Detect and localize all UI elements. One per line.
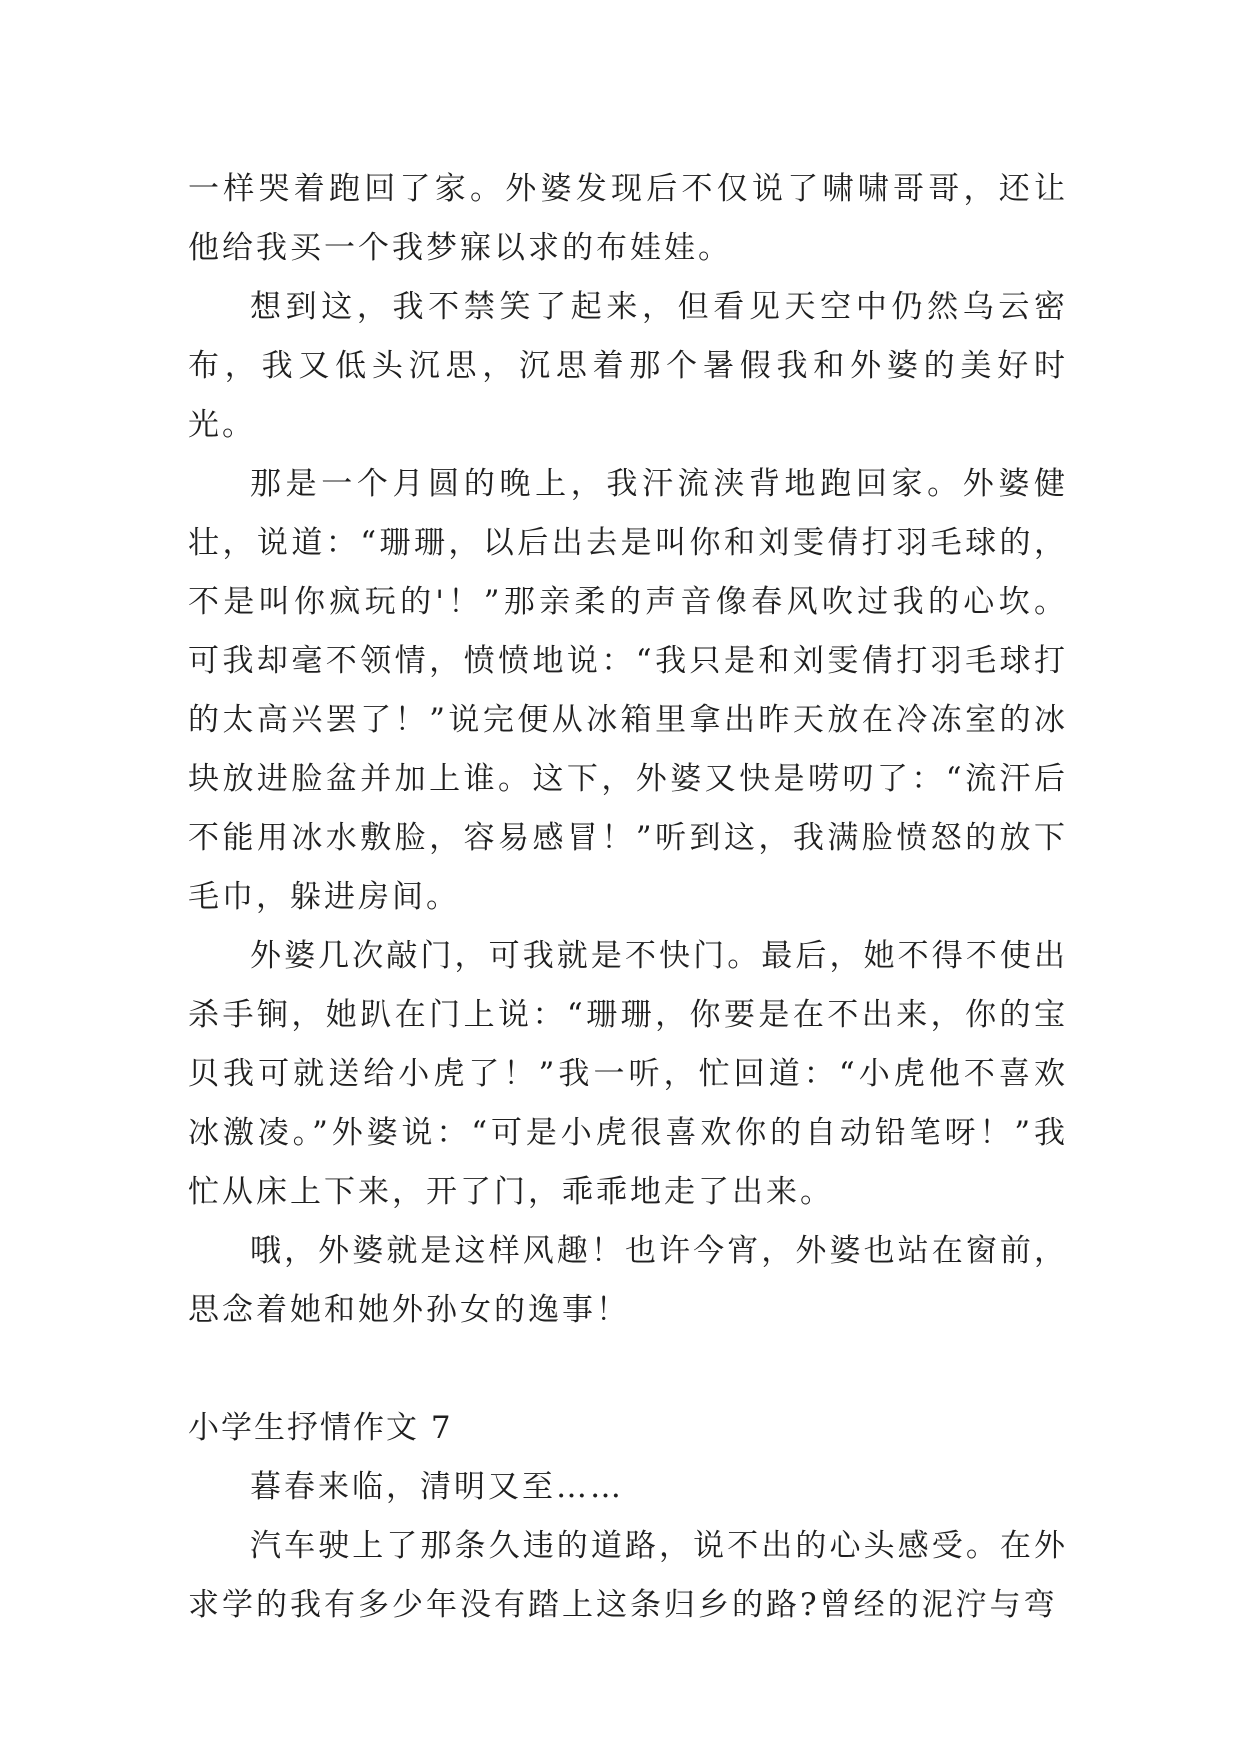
paragraph: 想到这，我不禁笑了起来，但看见天空中仍然乌云密布，我又低头沉思，沉思着那个暑假我和外婆的美好时光。	[188, 289, 1068, 443]
section-title: 小学生抒情作文 7	[188, 1410, 453, 1446]
paragraph: 那是一个月圆的晚上，我汗流浃背地跑回家。外婆健壮，说道：“珊珊，以后出去是叫你和刘雯倩打羽毛球的，不是叫你疯玩的'！”那亲柔的声音像春风吹过我的心坎。可我却毫不领情，愤愤地说：“我只是和刘雯倩打羽毛球打的太高兴罢了！”说完便从冰箱里拿出昨天放在冷冻室的冰块放进脸盆并加上谁。这下，外婆又快是唠叨了：“流汗后不能用冰水敷脸，容易感冒！”听到这，我满脸愤怒的放下毛巾，躲进房间。	[188, 466, 1068, 915]
paragraph: 汽车驶上了那条久违的道路，说不出的心头感受。在外求学的我有多少年没有踏上这条归乡的路?曾经的泥泞与弯	[188, 1528, 1068, 1623]
paragraph: 哦，外婆就是这样风趣！也许今宵，外婆也站在窗前，思念着她和她外孙女的逸事！	[188, 1233, 1068, 1328]
document-body	[188, 160, 1068, 1635]
section-spacer	[188, 1340, 1068, 1399]
paragraph: 暮春来临，清明又至……	[250, 1469, 624, 1505]
paragraph: 外婆几次敲门，可我就是不快门。最后，她不得不使出杀手锏，她趴在门上说：“珊珊，你要是在不出来，你的宝贝我可就送给小虎了！”我一听，忙回道：“小虎他不喜欢冰激凌。”外婆说：“可是小虎很喜欢你的自动铅笔呀！”我忙从床上下来，开了门，乖乖地走了出来。	[188, 938, 1068, 1210]
paragraph: 一样哭着跑回了家。外婆发现后不仅说了啸啸哥哥，还让他给我买一个我梦寐以求的布娃娃。	[188, 171, 1068, 266]
